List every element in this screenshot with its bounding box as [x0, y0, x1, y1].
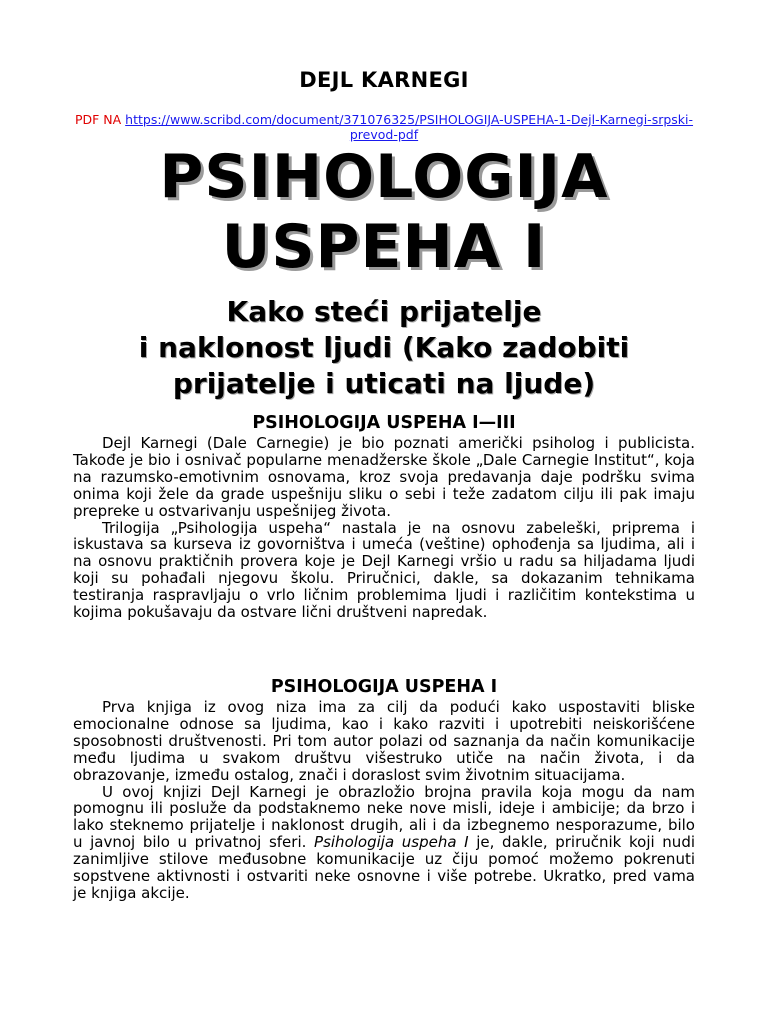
subtitle-line-3: prijatelje i uticati na ljude): [172, 367, 596, 400]
pdf-prefix: PDF NA: [74, 112, 126, 127]
paragraph-tail: je, dakle, priručnik koji nudi zanimljive stilove međusobne komunikacije uz čiju pomoć možemo pokrenuti sopstvene aktivnosti i ostvariti neke osnovne i više potrebe. Ukratko, pred vama je knjiga akcije.: [73, 833, 696, 902]
paragraph-text: U ovoj knjizi Dejl Karnegi je obrazložio brojna pravila koja mogu da nam pomognu ili posluže da podstaknemo neke nove misli, ideje i ambicije; da brzo i lako steknemo prijatelje i naklonost drugih, ali i da izbegnemo nesporazume, bilo u javnoj bilo u privatnoj sferi.: [73, 782, 695, 852]
pdf-link[interactable]: https://www.scribd.com/document/371076325/PSIHOLOGIJA-USPEHA-1-Dejl-Karnegi-srpski-prevod-pdf: [125, 112, 694, 142]
subtitle-line-1: Kako steći prijatelje: [226, 295, 542, 328]
main-title-line-2: USPEHA I: [221, 212, 547, 282]
author-name: DEJL KARNEGI: [299, 68, 469, 92]
pdf-source-line: [74, 112, 694, 142]
book-title-italic: Psihologija uspeha I: [314, 833, 469, 852]
subtitle: [0, 294, 768, 402]
paragraph: Trilogija „Psihologija uspeha“ nastala je na osnovu zabeleški, priprema i iskustava sa kurseva iz govorništva i umeća (veštine) ophođenja sa ljudima, ali i na osnovu praktičnih provera koje je Dejl Karnegi vršio u radu sa hiljadama ljudi koji su pohađali njegovu školu. Priručnici, dakle, sa dokazanim tehnikama testiranja raspravljaju o vrlo ličnim problemima ljudi i različitim kontekstima u kojima pokušavaju da ostvare lični društveni napredak.: [73, 518, 695, 622]
section-body-book-one: [73, 699, 695, 902]
section-body-trilogy: [73, 435, 695, 621]
paragraph: Dejl Karnegi (Dale Carnegie) je bio poznati američki psiholog i publicista. Takođe je bio i osnivač popularne menadžerske škole „Dale Carnegie Institut“, koja na razumsko-emotivnim osnovama, kroz svoja predavanja daje podršku svima onima koji žele da grade uspešniju sliku o sebi i teže zadatom cilju ili pak imaju prepreke u ostvarivanju uspešnijeg života.: [73, 434, 695, 520]
main-title-line-1: PSIHOLOGIJA: [159, 142, 609, 212]
paragraph: [73, 784, 695, 902]
paragraph: Prva knjiga iz ovog niza ima za cilj da podući kako uspostaviti bliske emocionalne odnose sa ljudima, kao i kako razviti i upotrebiti neiskorišćene sposobnosti društvenosti. Pri tom autor polazi od saznanja da način komunikacije među ljudima u svakom društvu višestruko utiče na način života, i da obrazovanje, između ostalog, znači i doraslost svim životnim situacijama.: [73, 698, 695, 784]
section-heading-book-one: PSIHOLOGIJA USPEHA I: [270, 677, 498, 697]
subtitle-line-2: i naklonost ljudi (Kako zadobiti: [138, 331, 630, 364]
section-heading-trilogy: PSIHOLOGIJA USPEHA I—III: [252, 413, 516, 433]
